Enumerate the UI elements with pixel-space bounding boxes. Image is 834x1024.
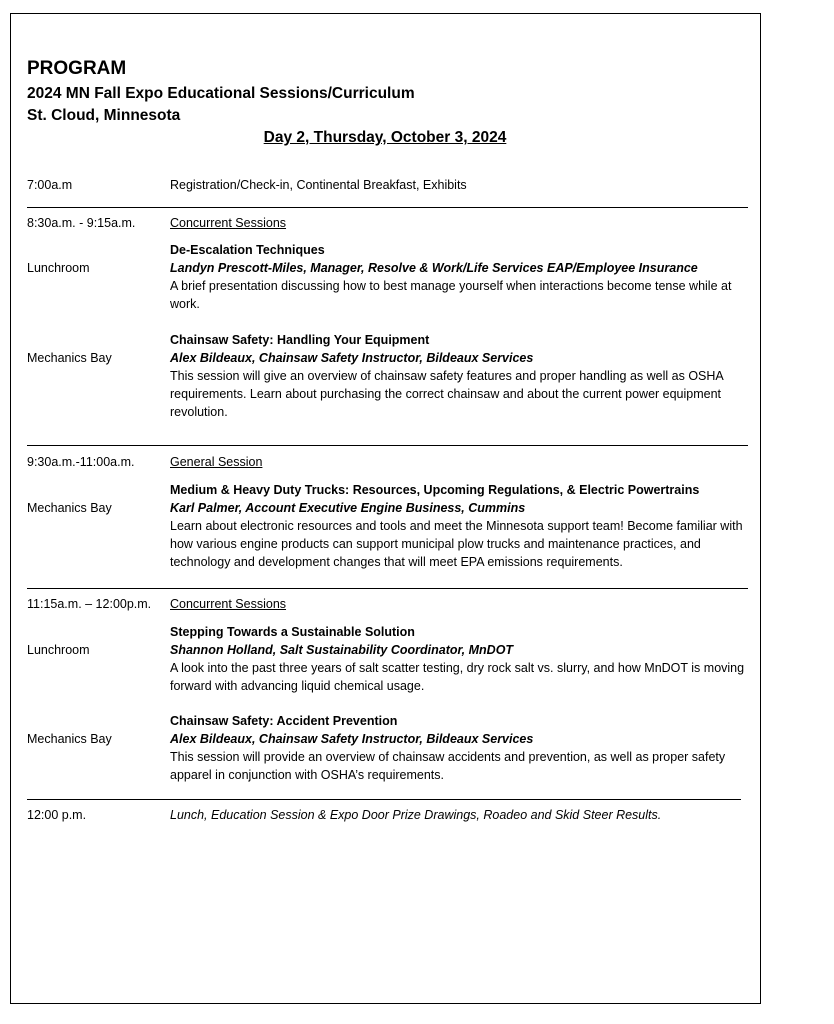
day-heading: Day 2, Thursday, October 3, 2024	[263, 129, 507, 146]
slot-time: 8:30a.m. - 9:15a.m.	[27, 216, 136, 230]
session-type: Concurrent Sessions	[170, 597, 287, 611]
divider	[27, 799, 741, 800]
slot-description: Lunch, Education Session & Expo Door Prize Drawings, Roadeo and Skid Steer Results.	[170, 808, 662, 822]
session-presenter: Alex Bildeaux, Chainsaw Safety Instructor, Bildeaux Services	[170, 351, 534, 365]
session-presenter: Landyn Prescott-Miles, Manager, Resolve & Work/Life Services EAP/Employee Insurance	[170, 261, 698, 275]
session-title: Stepping Towards a Sustainable Solution	[170, 625, 415, 639]
program-title: PROGRAM	[27, 58, 127, 79]
session-description: Learn about electronic resources and tools and meet the Minnesota support team! Become familiar with how various engine products can support municipal plow trucks and maintenance practices, and technology and development changes that will meet EPA emissions requirements.	[170, 519, 743, 569]
event-title: 2024 MN Fall Expo Educational Sessions/Curriculum	[27, 85, 415, 102]
session-title: Chainsaw Safety: Handling Your Equipment	[170, 333, 430, 347]
slot-time: 12:00 p.m.	[27, 808, 87, 822]
divider	[27, 588, 748, 589]
session-location: Mechanics Bay	[27, 351, 112, 365]
session-title: De-Escalation Techniques	[170, 243, 325, 257]
slot-time: 11:15a.m. – 12:00p.m.	[27, 597, 152, 611]
slot-time: 9:30a.m.-11:00a.m.	[27, 455, 135, 469]
session-location: Mechanics Bay	[27, 501, 112, 515]
session-description: A brief presentation discussing how to best manage yourself when interactions become tense while at work.	[170, 279, 732, 311]
session-presenter: Shannon Holland, Salt Sustainability Coordinator, MnDOT	[170, 643, 514, 657]
slot-time: 7:00a.m	[27, 178, 73, 192]
session-location: Lunchroom	[27, 643, 90, 657]
session-description: This session will provide an overview of chainsaw accidents and prevention, as well as proper safety apparel in conjunction with OSHA’s requirements.	[170, 750, 726, 782]
session-title: Medium & Heavy Duty Trucks: Resources, Upcoming Regulations, & Electric Powertrains	[170, 483, 700, 497]
session-presenter: Alex Bildeaux, Chainsaw Safety Instructor, Bildeaux Services	[170, 732, 534, 746]
session-location: Lunchroom	[27, 261, 90, 275]
divider	[27, 445, 748, 446]
divider	[27, 207, 748, 208]
session-description: This session will give an overview of chainsaw safety features and proper handling as well as OSHA requirements. Learn about purchasing the correct chainsaw and about the current power equipment revolution.	[170, 369, 724, 419]
slot-description: Registration/Check-in, Continental Breakfast, Exhibits	[170, 178, 467, 192]
session-type: Concurrent Sessions	[170, 216, 287, 230]
session-title: Chainsaw Safety: Accident Prevention	[170, 714, 398, 728]
session-description: A look into the past three years of salt scatter testing, dry rock salt vs. slurry, and how MnDOT is moving forward with advancing liquid chemical usage.	[170, 661, 745, 693]
session-type: General Session	[170, 455, 263, 469]
event-location: St. Cloud, Minnesota	[27, 107, 181, 124]
session-presenter: Karl Palmer, Account Executive Engine Business, Cummins	[170, 501, 526, 515]
session-location: Mechanics Bay	[27, 732, 112, 746]
